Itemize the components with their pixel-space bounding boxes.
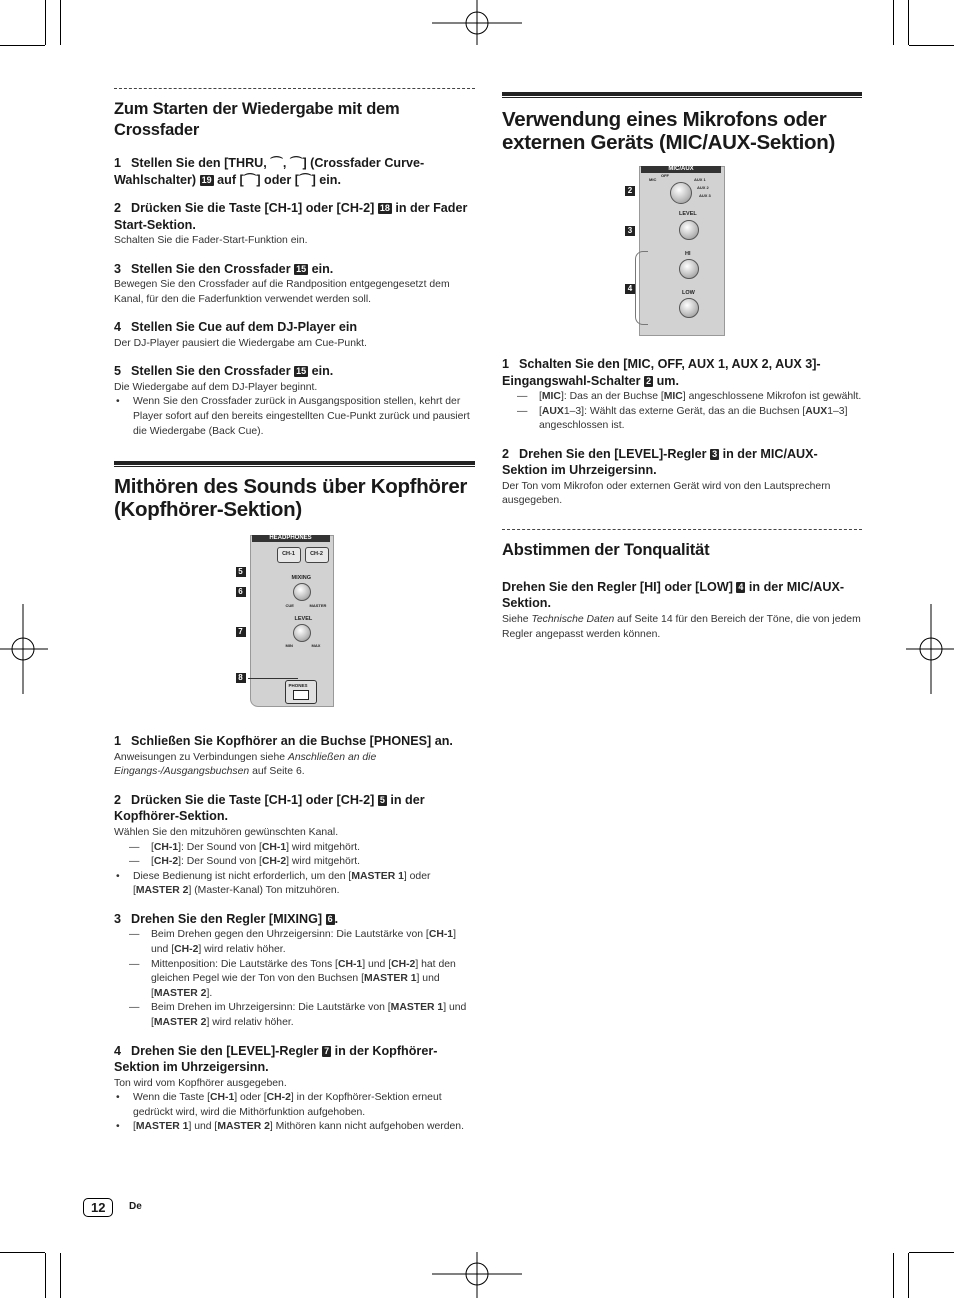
ch2-button: CH-2 — [305, 547, 329, 563]
ch1-button: CH-1 — [277, 547, 301, 563]
section-divider — [502, 529, 862, 530]
step-heading: 5 Stellen Sie den Crossfader 15 ein. — [114, 364, 334, 379]
section-heading: Verwendung eines Mikrofons oder externen Geräts (MIC/AUX-Sektion) — [502, 108, 835, 154]
step-heading: 1 Schalten Sie den [MIC, OFF, AUX 1, AUX 2, AUX 3]-Eingangswahl-Schalter 2 um. — [502, 357, 821, 388]
dash-item: — Beim Drehen gegen den Uhrzeigersinn: Die Lautstärke von [CH-1] und [CH-2] wird relativ höher. — [114, 928, 475, 957]
dash-item: — [MIC]: Das an der Buchse [MIC] angeschlossene Mikrofon ist gewählt. — [502, 390, 862, 405]
low-knob — [679, 298, 699, 318]
left-column — [114, 88, 475, 1135]
hi-knob — [679, 259, 699, 279]
step-description: Die Wiedergabe auf dem DJ-Player beginnt. — [114, 381, 318, 393]
mixing-label: MIXING — [291, 575, 312, 582]
crop-mark — [909, 1252, 954, 1253]
section-divider — [114, 461, 475, 467]
crop-mark — [0, 1252, 45, 1253]
callout-7: 7 — [236, 627, 246, 637]
step-description: Der DJ-Player pausiert die Wiedergabe am Cue-Punkt. — [114, 337, 367, 349]
crop-mark — [893, 0, 894, 45]
level-label: LEVEL — [294, 616, 313, 623]
callout-number: 15 — [296, 263, 307, 274]
crop-mark — [45, 0, 46, 45]
level-knob — [679, 220, 699, 240]
crop-mark — [909, 45, 954, 46]
callout-number: 5 — [379, 794, 385, 805]
step-description: Ton wird vom Kopfhörer ausgegeben. — [114, 1077, 287, 1089]
callout-number: 3 — [712, 448, 718, 459]
step-heading: 1 Stellen Sie den [THRU, ⌒, ⌒] (Crossfader Curve-Wahlschalter) 19 auf [⌒] oder [⌒] ein. — [114, 156, 425, 187]
bullet-item: • Wenn die Taste [CH-1] oder [CH-2] in der Kopfhörer-Sektion erneut gedrückt wird, wird die Mithörfunktion aufgehoben. — [114, 1091, 475, 1120]
section-heading: Zum Starten der Wiedergabe mit dem Crossfader — [114, 100, 400, 139]
step-heading: Drehen Sie den Regler [HI] oder [LOW] 4 in der MIC/AUX-Sektion. — [502, 579, 845, 611]
callout-number: 7 — [324, 1045, 330, 1056]
mic-aux-panel-figure: MIC/AUX MIC OFF AUX 1 AUX 2 AUX 3 2 LEVEL 3 HI LOW 4 — [637, 166, 727, 338]
crop-mark — [60, 0, 61, 45]
mixing-knob — [293, 583, 311, 601]
section-divider — [114, 88, 475, 89]
crop-mark — [45, 1253, 46, 1298]
step-description: Wählen Sie den mitzuhören gewünschten Kanal. — [114, 826, 339, 838]
callout-number: 2 — [646, 375, 652, 386]
headphones-panel-figure: HEADPHONES CH-1 CH-2 5 MIXING CUE MASTER 6 LEVEL MIN MAX 7 8 PHONES — [250, 535, 340, 707]
bullet-item: • Wenn Sie den Crossfader zurück in Ausgangsposition stellen, kehrt der Player sofort auf den bereits eingestellten Cue-Punkt zurück und pausiert die Wiedergabe (Back Cue). — [114, 395, 475, 439]
bullet-item: • Diese Bedienung ist nicht erforderlich, um den [MASTER 1] oder [MASTER 2] (Master-Kanal) Ton mitzuhören. — [114, 870, 475, 899]
level-knob — [293, 624, 311, 642]
step-description: Siehe Technische Daten auf Seite 14 für den Bereich der Töne, die von jedem Regler angepasst werden können. — [502, 613, 861, 640]
dash-item: — Beim Drehen im Uhrzeigersinn: Die Lautstärke von [MASTER 1] und [MASTER 2] wird relativ höher. — [114, 1001, 475, 1030]
step-description: Anweisungen zu Verbindungen siehe Anschließen an die Eingangs-/Ausgangsbuchsen auf Seite 6. — [114, 751, 377, 778]
dash-item: — Mittenposition: Die Lautstärke des Tons [CH-1] und [CH-2] hat den gleichen Pegel wie der Ton von den Buchsen [MASTER 1] und [MASTER 2]. — [114, 958, 475, 1002]
right-column — [502, 88, 862, 642]
hi-label: HI — [685, 251, 691, 257]
step-heading: 4 Stellen Sie Cue auf dem DJ-Player ein — [114, 320, 358, 335]
dash-item: — [CH-2]: Der Sound von [CH-2] wird mitgehört. — [114, 855, 475, 870]
dash-item: — [AUX1–3]: Wählt das externe Gerät, das an die Buchsen [AUX1–3] angeschlossen ist. — [502, 405, 862, 434]
callout-2: 2 — [625, 186, 635, 196]
panel-title: HEADPHONES — [252, 535, 330, 542]
page-number: 12 — [83, 1198, 113, 1217]
callout-6: 6 — [236, 587, 246, 597]
callout-number: 4 — [738, 581, 744, 592]
step-heading: 2 Drehen Sie den [LEVEL]-Regler 3 in der MIC/AUX-Sektion im Uhrzeigersinn. — [502, 446, 818, 478]
step-description: Der Ton vom Mikrofon oder externen Gerät wird von den Lautsprechern ausgegeben. — [502, 480, 831, 507]
section-divider — [502, 92, 862, 98]
registration-mark-top — [432, 0, 522, 50]
step-heading: 1 Schließen Sie Kopfhörer an die Buchse [PHONES] an. — [114, 734, 453, 749]
callout-number: 15 — [296, 366, 307, 377]
crop-mark — [0, 45, 45, 46]
registration-mark-bottom — [432, 1252, 522, 1298]
callout-3: 3 — [625, 226, 635, 236]
callout-4: 4 — [625, 284, 635, 294]
section-heading: Mithören des Sounds über Kopfhörer (Kopfhörer-Sektion) — [114, 475, 468, 522]
crop-mark — [893, 1253, 894, 1298]
step-heading: 3 Drehen Sie den Regler [MIXING] 6 . — [114, 911, 339, 926]
level-label: LEVEL — [679, 211, 697, 217]
step-description: Schalten Sie die Fader-Start-Funktion ein. — [114, 235, 308, 246]
callout-8: 8 — [236, 673, 246, 683]
crop-mark — [908, 1253, 909, 1298]
dash-item: — [CH-1]: Der Sound von [CH-1] wird mitgehört. — [114, 841, 475, 856]
step-heading: 4 Drehen Sie den [LEVEL]-Regler 7 in der Kopfhörer-Sektion im Uhrzeigersinn. — [114, 1043, 438, 1075]
input-selector-knob — [670, 182, 692, 204]
language-code: De — [129, 1201, 142, 1212]
section-heading: Abstimmen der Tonqualität — [502, 540, 710, 559]
crop-mark — [60, 1253, 61, 1298]
step-description: Bewegen Sie den Crossfader auf die Randposition entgegengesetzt dem Kanal, für den die Faderfunktion verwendet werden soll. — [114, 279, 450, 305]
bullet-item: • [MASTER 1] und [MASTER 2] Mithören kann nicht aufgehoben werden. — [114, 1120, 475, 1135]
registration-mark-left — [0, 604, 48, 694]
callout-number: 6 — [327, 913, 333, 924]
registration-mark-right — [906, 604, 954, 694]
panel-title: MIC/AUX — [641, 166, 721, 173]
crop-mark — [908, 0, 909, 45]
step-heading: 2 Drücken Sie die Taste [CH-1] oder [CH-2] 18 in der Fader Start-Sektion. — [114, 201, 468, 232]
step-heading: 3 Stellen Sie den Crossfader 15 ein. — [114, 261, 334, 276]
low-label: LOW — [682, 290, 695, 296]
phones-label: PHONES — [288, 683, 308, 689]
callout-number: 18 — [379, 203, 390, 213]
callout-5: 5 — [236, 567, 246, 577]
step-heading: 2 Drücken Sie die Taste [CH-1] oder [CH-2] 5 in der Kopfhörer-Sektion. — [114, 792, 425, 824]
callout-number: 19 — [201, 174, 212, 185]
